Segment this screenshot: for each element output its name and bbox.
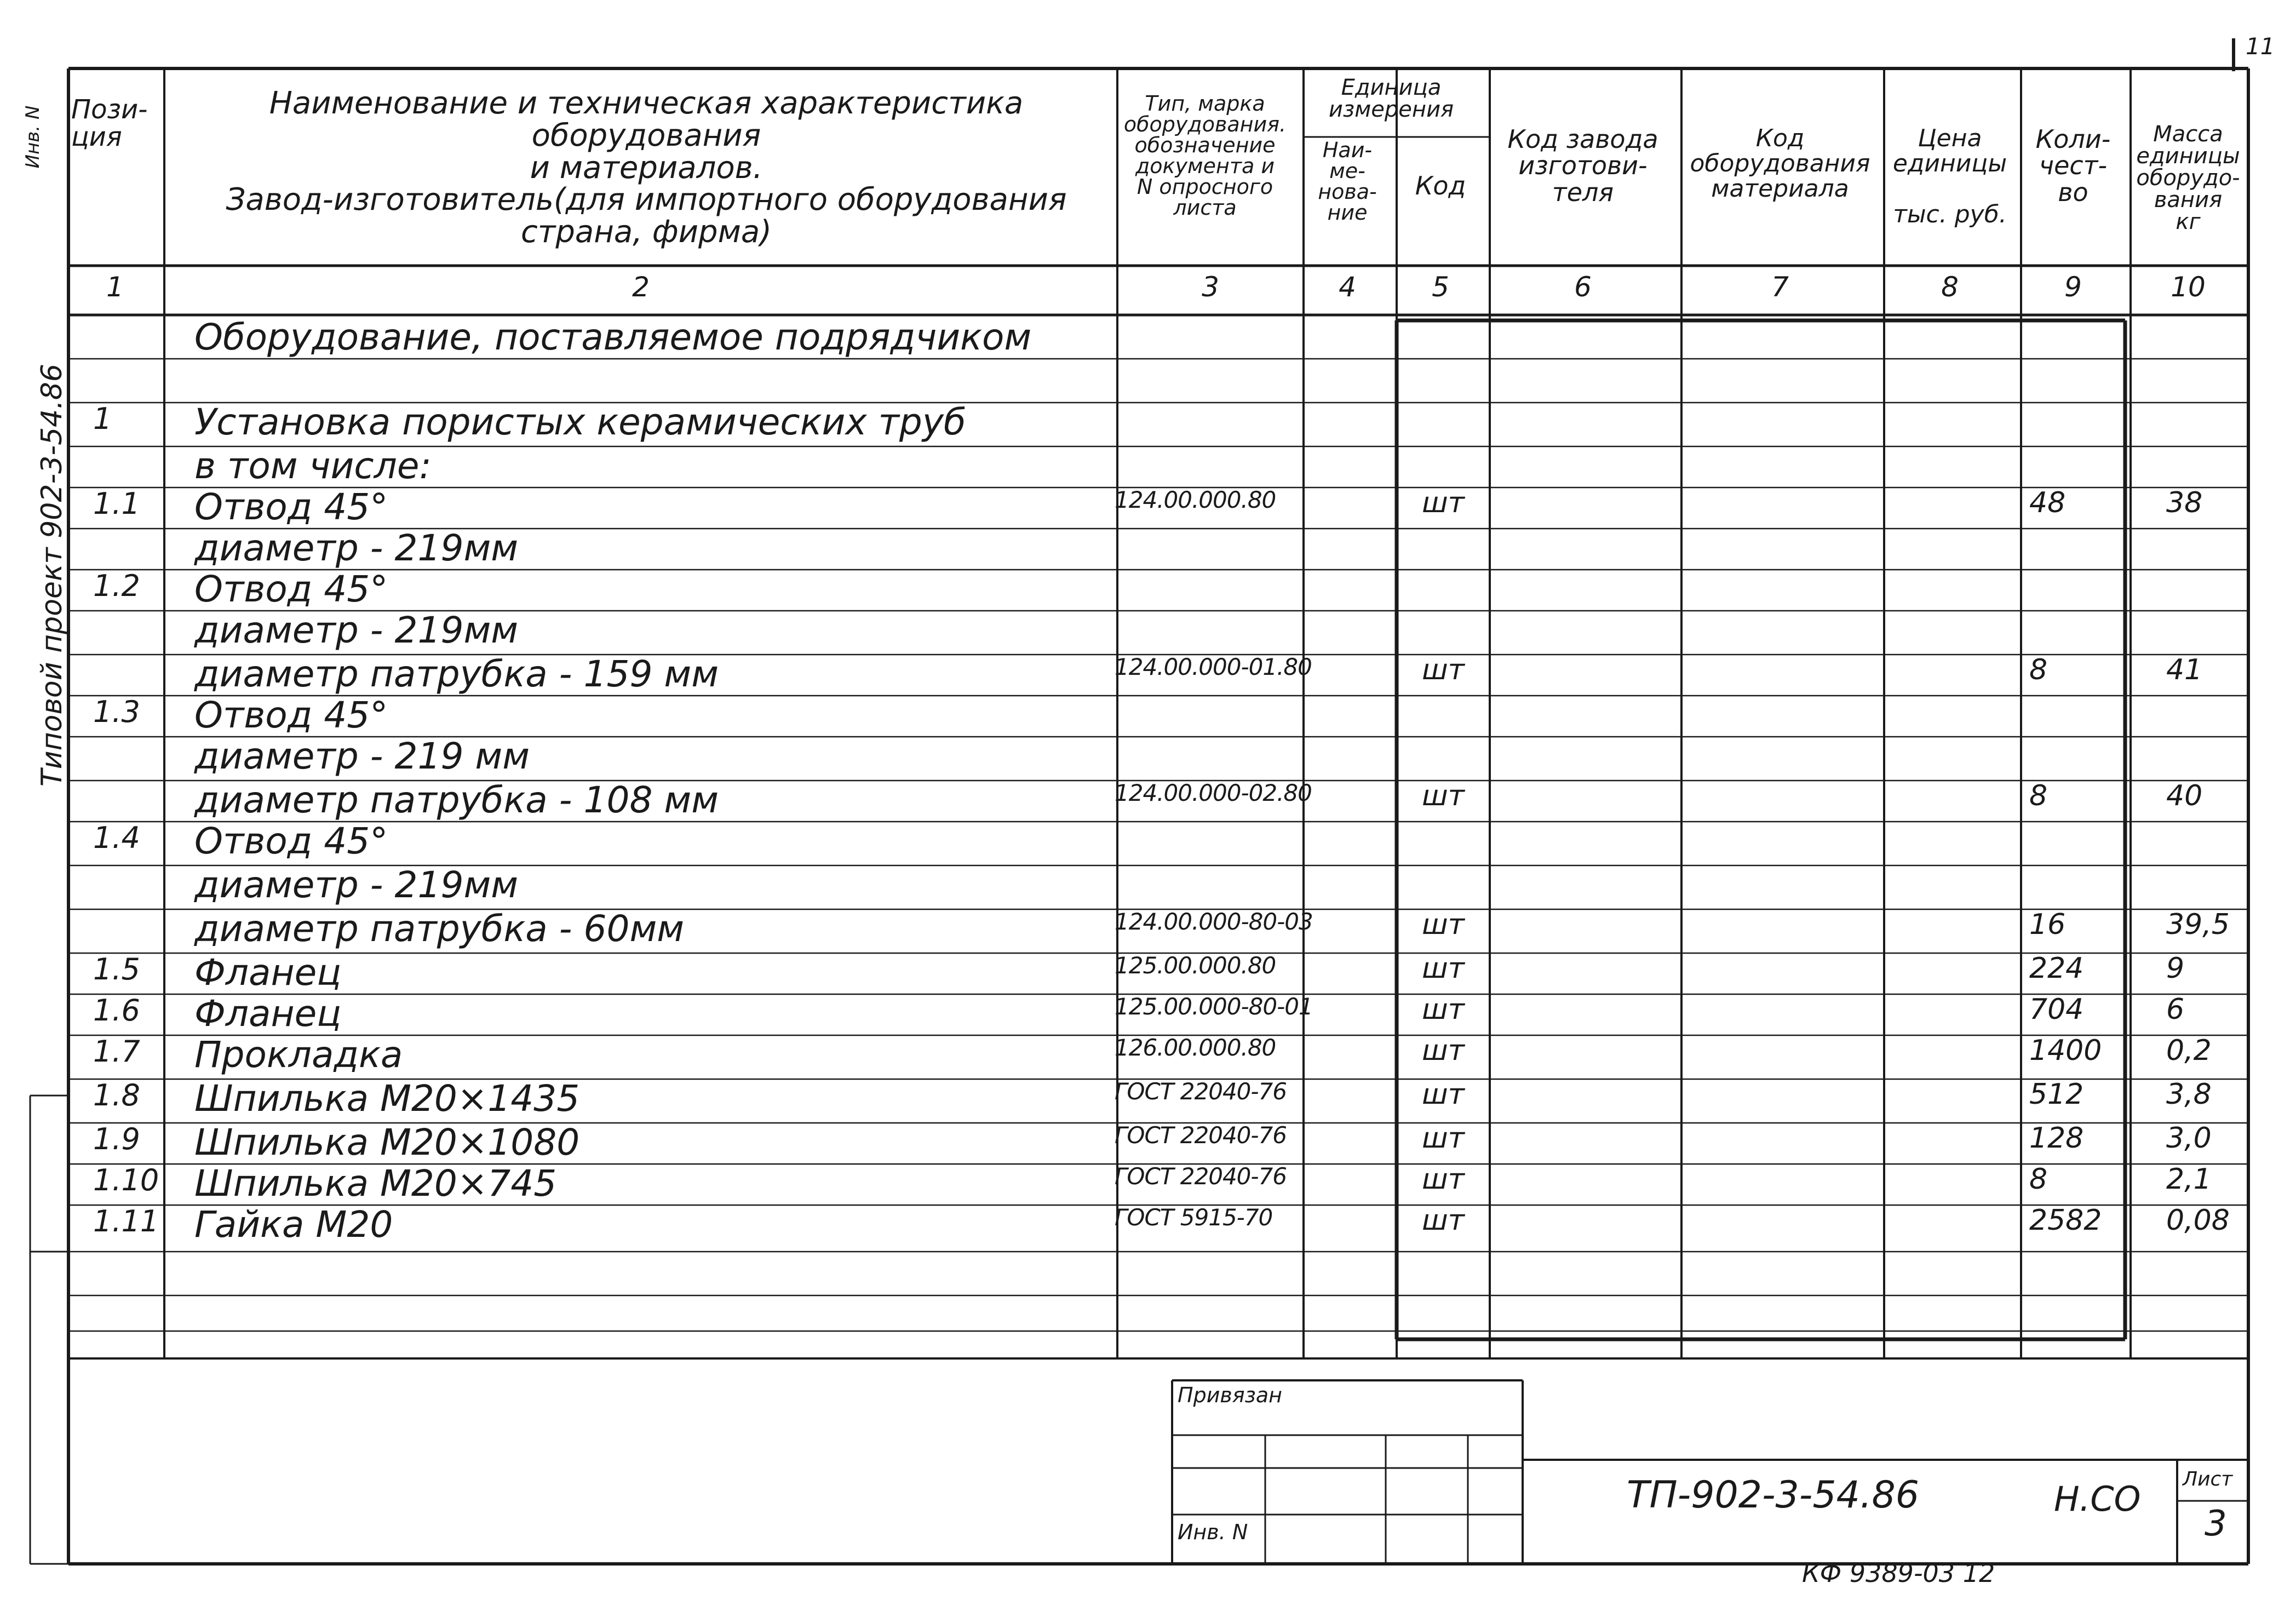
row-type: 125.00.000.80 bbox=[1115, 952, 1276, 979]
column-number: 9 bbox=[2064, 271, 2082, 303]
stamp-section: Н.СО bbox=[2054, 1479, 2141, 1519]
column-number: 10 bbox=[2171, 271, 2206, 303]
header-unit-group: Единица измерения bbox=[1328, 75, 1454, 122]
row-position: 1.1 bbox=[93, 486, 140, 521]
row-position: 1.9 bbox=[93, 1122, 140, 1156]
stamp-inv-number: Инв. N bbox=[1178, 1520, 1248, 1544]
column-number: 4 bbox=[1339, 271, 1356, 303]
header-type: Тип, марка оборудования. обозначение документа и N опросного листа bbox=[1123, 91, 1287, 220]
column-number: 5 bbox=[1432, 271, 1449, 303]
row-mass: 41 bbox=[2166, 653, 2203, 686]
row-position: 1 bbox=[93, 402, 112, 436]
header-unit-price: Цена единицы тыс. руб. bbox=[1892, 124, 2007, 228]
row-name: Фланец bbox=[194, 951, 342, 994]
row-mass: 2,1 bbox=[2166, 1163, 2212, 1196]
row-mass: 38 bbox=[2166, 486, 2203, 519]
row-name: Гайка М20 bbox=[194, 1203, 393, 1246]
row-name: Отвод 45° bbox=[194, 568, 388, 610]
row-mass: 0,2 bbox=[2166, 1034, 2212, 1067]
row-type: 124.00.000-80-03 bbox=[1115, 908, 1313, 935]
stamp-privyazan: Привязан bbox=[1178, 1383, 1282, 1407]
row-position: 1.10 bbox=[93, 1163, 159, 1197]
row-position: 1.3 bbox=[93, 695, 140, 729]
stamp-footer: КФ 9389-03 12 bbox=[1802, 1558, 1995, 1588]
row-name: диаметр - 219 мм bbox=[194, 735, 530, 777]
row-type: 124.00.000.80 bbox=[1115, 486, 1276, 513]
row-name: Отвод 45° bbox=[194, 694, 388, 736]
header-name: Наименование и техническая характеристика оборудования и материалов. Завод-изготовитель(для импортного оборудования страна, фирма) bbox=[226, 85, 1067, 250]
row-mass: 6 bbox=[2166, 993, 2185, 1026]
row-type: ГОСТ 22040-76 bbox=[1115, 1122, 1287, 1149]
header-unit-mass: Масса единицы оборудо- вания кг bbox=[2136, 122, 2240, 234]
row-type: 125.00.000-80-01 bbox=[1115, 993, 1313, 1020]
row-name: в том числе: bbox=[194, 445, 432, 487]
row-quantity: 48 bbox=[2029, 486, 2066, 519]
row-name: Шпилька М20×1080 bbox=[194, 1121, 580, 1163]
row-mass: 0,08 bbox=[2166, 1204, 2230, 1237]
row-quantity: 8 bbox=[2029, 1163, 2048, 1196]
row-quantity: 704 bbox=[2029, 993, 2084, 1026]
row-type: 124.00.000-02.80 bbox=[1115, 779, 1312, 806]
row-name: Прокладка bbox=[194, 1034, 403, 1076]
side-project-label: Типовой проект 902-3-54.86 bbox=[36, 364, 68, 787]
row-quantity: 128 bbox=[2029, 1122, 2084, 1155]
column-number: 2 bbox=[632, 271, 650, 303]
row-mass: 40 bbox=[2166, 779, 2203, 812]
side-inv-label: Инв. N bbox=[22, 105, 44, 169]
row-unit: шт bbox=[1422, 1122, 1465, 1155]
row-quantity: 2582 bbox=[2029, 1204, 2102, 1237]
row-mass: 9 bbox=[2166, 952, 2185, 985]
row-position: 1.2 bbox=[93, 569, 140, 603]
row-position: 1.8 bbox=[93, 1078, 140, 1113]
row-unit: шт bbox=[1422, 1034, 1465, 1067]
row-name: Отвод 45° bbox=[194, 486, 388, 528]
header-unit-name: Наи- ме- нова- ние bbox=[1318, 138, 1377, 225]
row-type: ГОСТ 22040-76 bbox=[1115, 1078, 1287, 1105]
row-name: диаметр патрубка - 108 мм bbox=[194, 779, 719, 821]
row-unit: шт bbox=[1422, 952, 1465, 985]
header-position: Пози- ция bbox=[71, 94, 148, 153]
corner-tick bbox=[2232, 38, 2235, 71]
row-mass: 3,0 bbox=[2166, 1122, 2212, 1155]
row-name: диаметр патрубка - 159 мм bbox=[194, 653, 719, 695]
row-type: 124.00.000-01.80 bbox=[1115, 653, 1312, 680]
row-name: Установка пористых керамических труб bbox=[194, 401, 966, 443]
stamp-list-number: 3 bbox=[2205, 1504, 2227, 1544]
row-name: диаметр - 219мм bbox=[194, 609, 519, 651]
row-unit: шт bbox=[1422, 1163, 1465, 1196]
row-quantity: 224 bbox=[2029, 952, 2084, 985]
row-unit: шт bbox=[1422, 908, 1465, 941]
row-name: Шпилька М20×745 bbox=[194, 1162, 557, 1205]
row-unit: шт bbox=[1422, 653, 1465, 686]
column-number: 8 bbox=[1941, 271, 1959, 303]
row-mass: 3,8 bbox=[2166, 1078, 2212, 1111]
row-quantity: 8 bbox=[2029, 779, 2048, 812]
row-unit: шт bbox=[1422, 993, 1465, 1026]
row-unit: шт bbox=[1422, 486, 1465, 519]
column-number: 1 bbox=[106, 271, 124, 303]
row-quantity: 8 bbox=[2029, 653, 2048, 686]
row-position: 1.7 bbox=[93, 1034, 140, 1069]
header-quantity: Коли- чест- во bbox=[2035, 124, 2111, 207]
row-quantity: 1400 bbox=[2029, 1034, 2102, 1067]
sheet-corner-number: 11 bbox=[2246, 33, 2275, 60]
stamp-list-label: Лист bbox=[2183, 1468, 2233, 1490]
row-unit: шт bbox=[1422, 779, 1465, 812]
row-unit: шт bbox=[1422, 1204, 1465, 1237]
row-name: Отвод 45° bbox=[194, 820, 388, 862]
row-quantity: 16 bbox=[2029, 908, 2066, 941]
row-type: ГОСТ 5915-70 bbox=[1115, 1204, 1273, 1231]
row-mass: 39,5 bbox=[2166, 908, 2230, 941]
column-number: 6 bbox=[1574, 271, 1592, 303]
row-position: 1.5 bbox=[93, 952, 140, 987]
row-type: 126.00.000.80 bbox=[1115, 1034, 1276, 1061]
row-name: Шпилька М20×1435 bbox=[194, 1077, 580, 1120]
row-name: диаметр - 219мм bbox=[194, 527, 519, 569]
header-equipment-code: Код оборудования материала bbox=[1690, 124, 1870, 203]
header-maker-code: Код завода изготови- теля bbox=[1507, 124, 1658, 207]
row-position: 1.4 bbox=[93, 821, 140, 855]
row-position: 1.11 bbox=[93, 1204, 159, 1238]
row-name: Фланец bbox=[194, 993, 342, 1035]
column-number: 3 bbox=[1202, 271, 1219, 303]
row-position: 1.6 bbox=[93, 993, 140, 1028]
row-unit: шт bbox=[1422, 1078, 1465, 1111]
row-name: диаметр - 219мм bbox=[194, 864, 519, 906]
column-number: 7 bbox=[1771, 271, 1789, 303]
row-quantity: 512 bbox=[2029, 1078, 2084, 1111]
row-name: Оборудование, поставляемое подрядчиком bbox=[194, 316, 1032, 358]
row-name: диаметр патрубка - 60мм bbox=[194, 908, 685, 950]
stamp-document-code: ТП-902-3-54.86 bbox=[1627, 1473, 1920, 1517]
header-unit-code: Код bbox=[1415, 171, 1466, 200]
row-type: ГОСТ 22040-76 bbox=[1115, 1163, 1287, 1190]
